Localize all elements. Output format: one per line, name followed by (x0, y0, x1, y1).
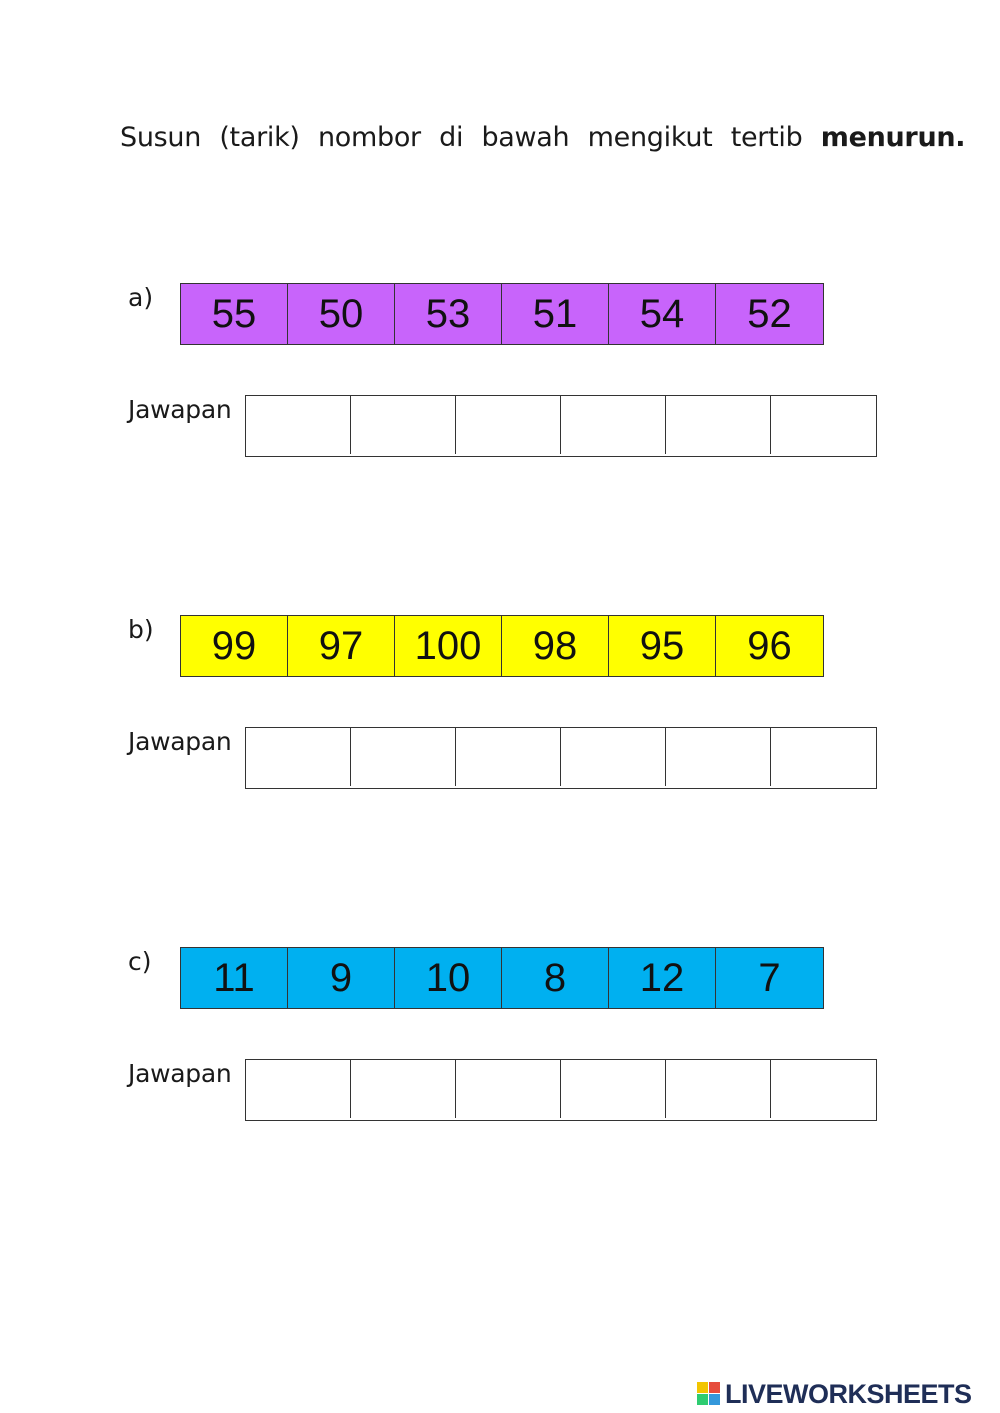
answer-slot[interactable] (771, 1060, 876, 1118)
instruction-emphasis: menurun. (820, 122, 966, 153)
answer-slots (245, 1059, 877, 1121)
answer-slot[interactable] (666, 396, 771, 454)
answer-slot[interactable] (351, 728, 456, 786)
answer-slots (245, 727, 877, 789)
number-tile[interactable]: 11 (181, 948, 288, 1008)
number-tile[interactable]: 54 (609, 284, 716, 344)
number-tile[interactable]: 10 (395, 948, 502, 1008)
number-tile[interactable]: 8 (502, 948, 609, 1008)
logo-square (709, 1394, 720, 1405)
answer-label: Jawapan (128, 395, 232, 424)
answer-slot[interactable] (561, 396, 666, 454)
logo-square (697, 1394, 708, 1405)
answer-slot[interactable] (666, 728, 771, 786)
number-tile[interactable]: 52 (716, 284, 823, 344)
number-tile[interactable]: 97 (288, 616, 395, 676)
answer-slot[interactable] (561, 728, 666, 786)
number-tile[interactable]: 9 (288, 948, 395, 1008)
answer-slot[interactable] (351, 1060, 456, 1118)
answer-slot[interactable] (456, 1060, 561, 1118)
instruction-text (120, 122, 966, 153)
answer-slots (245, 395, 877, 457)
number-tile[interactable]: 95 (609, 616, 716, 676)
number-tile[interactable]: 96 (716, 616, 823, 676)
answer-label: Jawapan (128, 1059, 232, 1088)
logo-mark-icon (697, 1382, 721, 1406)
number-tile[interactable]: 51 (502, 284, 609, 344)
answer-slot[interactable] (666, 1060, 771, 1118)
number-tile[interactable]: 100 (395, 616, 502, 676)
section-b (0, 615, 1000, 795)
answer-slot[interactable] (246, 1060, 351, 1118)
number-tile[interactable]: 12 (609, 948, 716, 1008)
number-tile[interactable]: 50 (288, 284, 395, 344)
number-tile[interactable]: 53 (395, 284, 502, 344)
number-tiles (180, 283, 824, 345)
answer-slot[interactable] (456, 396, 561, 454)
logo-square (697, 1382, 708, 1393)
number-tiles (180, 615, 824, 677)
section-label: b) (128, 615, 154, 644)
section-label: c) (128, 947, 152, 976)
answer-label: Jawapan (128, 727, 232, 756)
number-tile[interactable]: 99 (181, 616, 288, 676)
liveworksheets-logo (697, 1376, 972, 1412)
answer-slot[interactable] (456, 728, 561, 786)
instruction-main: Susun (tarik) nombor di bawah mengikut tertib (120, 122, 803, 153)
logo-text: LIVEWORKSHEETS (725, 1378, 972, 1409)
number-tile[interactable]: 98 (502, 616, 609, 676)
logo-square (709, 1382, 720, 1393)
answer-slot[interactable] (771, 728, 876, 786)
answer-slot[interactable] (246, 396, 351, 454)
answer-slot[interactable] (561, 1060, 666, 1118)
section-label: a) (128, 283, 154, 312)
answer-slot[interactable] (246, 728, 351, 786)
answer-slot[interactable] (771, 396, 876, 454)
number-tiles (180, 947, 824, 1009)
number-tile[interactable]: 55 (181, 284, 288, 344)
number-tile[interactable]: 7 (716, 948, 823, 1008)
answer-slot[interactable] (351, 396, 456, 454)
section-a (0, 283, 1000, 463)
section-c (0, 947, 1000, 1127)
